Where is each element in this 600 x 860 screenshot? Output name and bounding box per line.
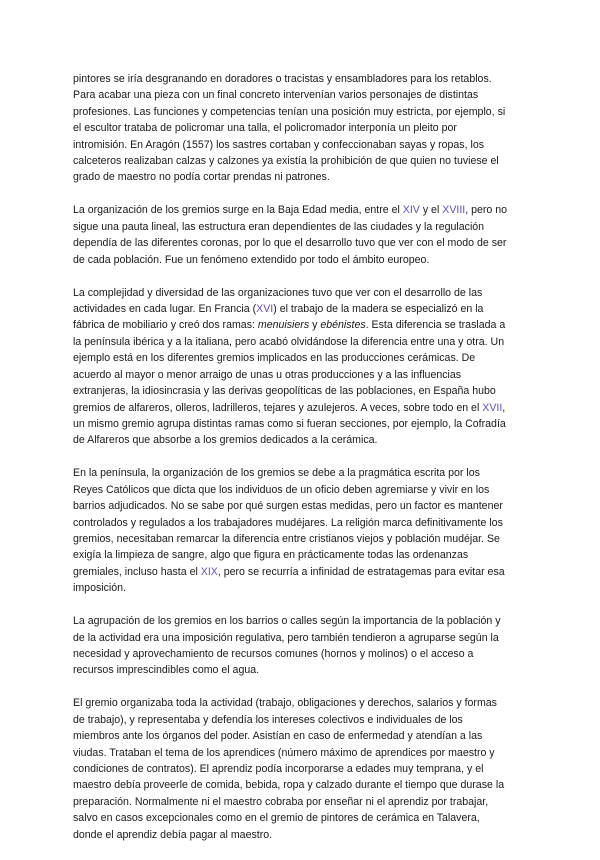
text-line: recursos imprescindibles como el agua. (73, 664, 260, 677)
text-line: En la península, la organización de los gremios se debe a la pragmática escrita por los (73, 467, 480, 480)
text-line: salvo en casos excepcionales como en el gremio de pintores de cerámica en Talavera, (73, 812, 480, 825)
text-line: el escultor trataba de policromar una talla, el policromador interponía un pleito por (73, 122, 457, 135)
text-line: ejemplo está en los diferentes gremios implicados en las producciones cerámicas. De (73, 352, 476, 365)
paragraph-4 (73, 465, 533, 596)
text-run: actividades en cada lugar. En Francia ( (73, 303, 257, 316)
text-line: profesiones. Las funciones y competencias tenían una posición muy estricta, por ejemplo, si (73, 105, 506, 118)
italic-term: ebénistes (320, 319, 366, 332)
text-run: fábrica de mobiliario y creó dos ramas: (73, 319, 258, 332)
text-line: de la actividad era una imposición regulativa, pero también tendieron a agruparse según la (73, 631, 499, 644)
text-line: Para acabar una pieza con un final concreto intervenían varios personajes de distintas (73, 89, 479, 102)
paragraph-1 (73, 71, 533, 186)
text-run: , pero se recurría a infinidad de estratagemas para evitar esa (217, 565, 505, 578)
text-line: sigue una pauta lineal, las estructura eran dependientes de las ciudades y la regulación (73, 220, 485, 233)
text-line: viudas. Trataban el tema de los aprendices (número máximo de aprendices por maestro y (73, 746, 495, 759)
text-run: , pero no (465, 204, 508, 217)
paragraph-5 (73, 613, 533, 679)
text-line: El gremio organizaba toda la actividad (trabajo, obligaciones y derechos, salarios y formas (73, 697, 497, 710)
text-line: condiciones de contratos). El aprendiz podía incorporarse a edades muy temprana, y el (73, 763, 484, 775)
text-line (73, 317, 533, 333)
text-line: de cada población. Fue un fenómeno extendido por todo el ámbito europeo. (73, 253, 430, 266)
text-line: pintores se iría desgranando en doradores o tracistas y ensambladores para los retablos. (73, 73, 492, 85)
text-line: maestro debía proveerle de comida, bebida, ropa y calzado durante el tiempo que durase la (73, 779, 505, 792)
text-line: gremios, necesitaban remarcar la diferencia entre cristianos viejos y población mudéjar. Se (73, 532, 500, 545)
text-line: de trabajo), y representaba y defendía los intereses colectivos e individuales de los (73, 713, 463, 726)
text-line: exigía la limpieza de sangre, algo que figura en prácticamente todas las ordenanzas (73, 549, 469, 562)
text-run: ) el trabajo de la madera se especializó en la (273, 303, 484, 316)
text-line: La agrupación de los gremios en los barrios o calles según la importancia de la población y (73, 615, 501, 628)
text-line (73, 301, 533, 317)
text-line (73, 564, 533, 580)
century-numeral: XVIII (442, 204, 466, 217)
text-run: . Esta diferencia se traslada a (365, 319, 506, 332)
text-line: La complejidad y diversidad de las organizaciones tuvo que ver con el desarrollo de las (73, 286, 483, 299)
century-numeral: XIX (200, 565, 218, 578)
century-numeral: XIV (402, 204, 420, 217)
text-line: necesidad y aprovechamiento de recursos comunes (hornos y molinos) o el acceso a (73, 647, 474, 660)
document-body (73, 71, 533, 860)
text-run: y el (419, 204, 443, 217)
paragraph-3 (73, 285, 533, 449)
text-run: , (502, 401, 506, 414)
text-line: donde el aprendiz debía pagar al maestro. (73, 828, 273, 841)
text-run: gremiales, incluso hasta el (73, 565, 201, 578)
text-line: barrios adjudicados. No se sabe por qué surgen estas medidas, pero un factor es mantener (73, 500, 503, 513)
text-line (73, 202, 533, 218)
text-line: Reyes Católicos que dicta que los individuos de un oficio deben agremiarse y vivir en los (73, 483, 490, 496)
text-line: acuerdo al mayor o menor arraigo de unas u otras producciones y a las influencias (73, 368, 462, 381)
text-run: gremios de alfareros, olleros, ladrilleros, tejares y azulejeros. A veces, sobre todo en el (73, 401, 483, 414)
text-line: calceteros realizaban calzas y calzones ya existía la prohibición de que quien no tuviese el (73, 155, 499, 168)
text-line: preparación. Normalmente ni el maestro cobraba por enseñar ni el aprendiz por trabajar, (73, 795, 489, 808)
paragraph-6 (73, 695, 533, 843)
century-numeral: XVI (256, 303, 274, 316)
text-line: grado de maestro no podía cortar prendas ni patrones. (73, 171, 330, 184)
text-line: un mismo gremio agrupa distintas ramas como si fueran secciones, por ejemplo, la Cofradía (73, 417, 506, 430)
text-line: de Alfareros que absorbe a los gremios dedicados a la cerámica. (73, 434, 378, 447)
text-line: intromisión. En Aragón (1557) los sastres cortaban y confeccionaban sayas y ropas, los (73, 138, 485, 151)
text-line: extranjeras, la idiosincrasia y las derivas geopolíticas de las poblaciones, en España hubo (73, 385, 496, 398)
text-line (73, 400, 533, 416)
italic-term: menuisiers (257, 319, 310, 332)
text-line: miembros ante los órganos del poder. Asistían en caso de enfermedad y atendían a las (73, 730, 483, 743)
paragraph-2 (73, 202, 533, 268)
text-line: dependía de las diferentes coronas, por lo que el desarrollo tuvo que ver con el modo de ser (73, 237, 507, 250)
text-run: La organización de los gremios surge en la Baja Edad media, entre el (73, 204, 403, 217)
text-line: la península ibérica y a la italiana, pero acabó olvidándose la diferencia entre una y otra. Un (73, 335, 505, 348)
text-run: y (309, 319, 321, 332)
text-line: controlados y regulados a los trabajadores mudéjares. La religión marca definitivamente los (73, 516, 503, 529)
text-line: imposición. (73, 582, 126, 595)
century-numeral: XVII (482, 401, 503, 414)
